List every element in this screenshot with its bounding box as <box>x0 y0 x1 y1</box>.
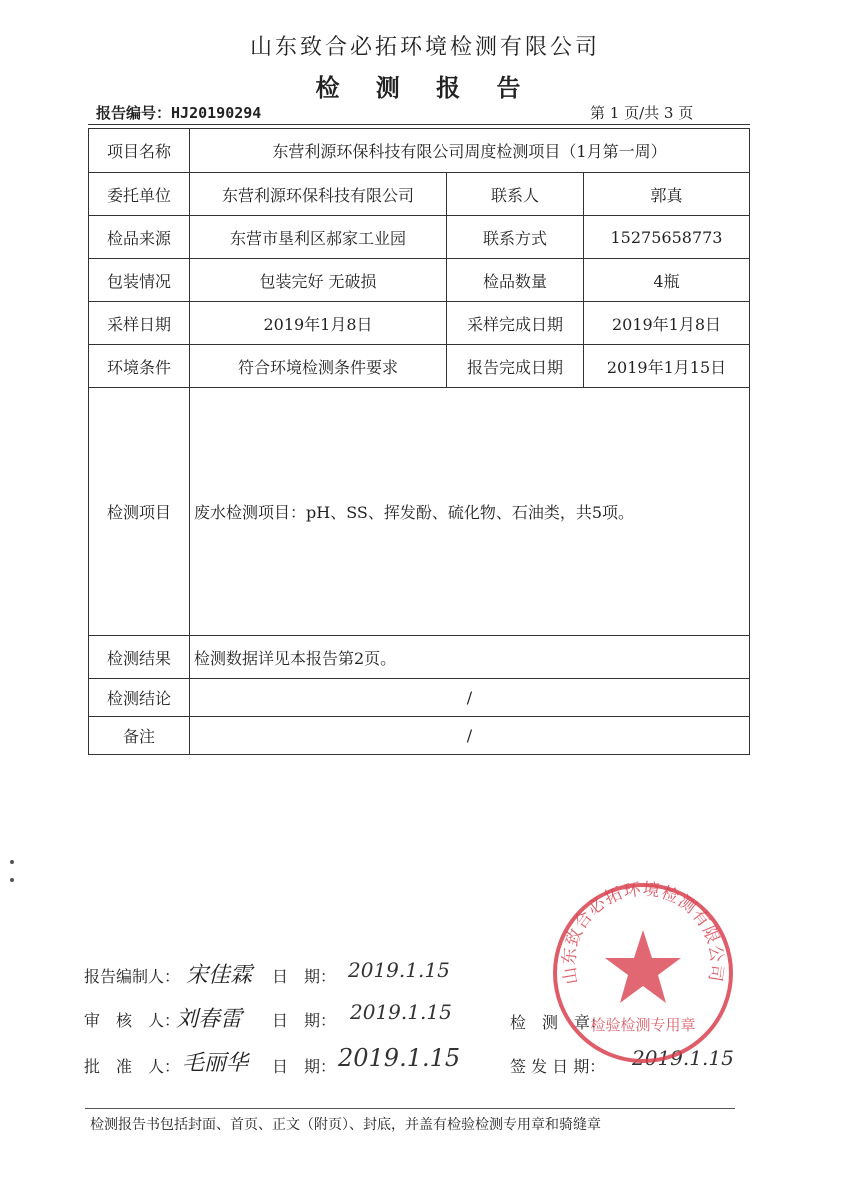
items-label: 检测项目 <box>89 388 190 636</box>
table-row <box>89 679 750 717</box>
issue-date: 2019.1.15 <box>632 1046 734 1070</box>
compiler-signature: 宋佳霖 <box>186 963 253 988</box>
contact-value: 郭真 <box>584 173 750 216</box>
remark-label: 备注 <box>89 717 190 755</box>
client-value: 东营利源环保科技有限公司 <box>190 173 447 216</box>
quantity-value: 4瓶 <box>584 259 750 302</box>
company-name: 山东致合必拓环境检测有限公司 <box>249 35 600 60</box>
table-row <box>89 636 750 679</box>
official-stamp-icon <box>548 878 738 1068</box>
conclusion-label: 检测结论 <box>89 679 190 717</box>
table-row <box>89 717 750 755</box>
env-value: 符合环境检测条件要求 <box>190 345 447 388</box>
sample-done-label: 采样完成日期 <box>447 302 584 345</box>
issue-date-label: 签 发 日 期： <box>510 1057 606 1076</box>
stamp-star-icon <box>605 930 681 1003</box>
approver-signature: 毛丽华 <box>182 1051 249 1076</box>
result-label: 检测结果 <box>89 636 190 679</box>
phone-value: 15275658773 <box>584 216 750 259</box>
items-value: 废水检测项目：pH、SS、挥发酚、硫化物、石油类，共5项。 <box>190 388 750 636</box>
footer-rule <box>85 1108 735 1109</box>
table-row <box>89 388 750 636</box>
stamp-outer-text: 山东致合必拓环境检测有限公司 <box>559 879 727 986</box>
margin-dot <box>10 860 14 864</box>
table-row <box>89 129 750 173</box>
reviewer-signature: 刘春雷 <box>176 1007 243 1032</box>
source-value: 东营市垦利区郝家工业园 <box>190 216 447 259</box>
table-row <box>89 259 750 302</box>
reviewer-date-label: 日 期： <box>272 1011 337 1030</box>
report-done-value: 2019年1月15日 <box>584 345 750 388</box>
compiler-date: 2019.1.15 <box>348 958 450 982</box>
compiler-date-label: 日 期： <box>272 967 337 986</box>
quantity-label: 检品数量 <box>447 259 584 302</box>
report-number-value: HJ20190294 <box>171 104 262 122</box>
conclusion-value: / <box>190 679 750 717</box>
approver-label: 批 准 人： <box>84 1057 181 1076</box>
table-row <box>89 216 750 259</box>
footer-note: 检测报告书包括封面、首页、正文（附页）、封底，并盖有检验检测专用章和骑缝章 <box>90 1117 601 1133</box>
margin-dot <box>10 878 14 882</box>
table-row <box>89 345 750 388</box>
approver-date: 2019.1.15 <box>338 1044 461 1072</box>
report-number <box>96 102 261 123</box>
compiler-label: 报告编制人： <box>84 967 181 986</box>
remark-value: / <box>190 717 750 755</box>
report-done-label: 报告完成日期 <box>447 345 584 388</box>
sample-date-value: 2019年1月8日 <box>190 302 447 345</box>
page-info: 第 1 页/共 3 页 <box>590 104 694 122</box>
table-row <box>89 173 750 216</box>
project-name-label: 项目名称 <box>89 129 190 173</box>
client-label: 委托单位 <box>89 173 190 216</box>
report-number-label: 报告编号： <box>96 104 172 122</box>
source-label: 检品来源 <box>89 216 190 259</box>
stamp-label: 检 测 章： <box>510 1013 607 1032</box>
phone-label: 联系方式 <box>447 216 584 259</box>
table-row <box>89 302 750 345</box>
contact-label: 联系人 <box>447 173 584 216</box>
stamp-inner-text: 检验检测专用章 <box>590 1016 696 1034</box>
env-label: 环境条件 <box>89 345 190 388</box>
package-label: 包装情况 <box>89 259 190 302</box>
report-title: 检 测 报 告 <box>315 73 535 102</box>
reviewer-date: 2019.1.15 <box>350 1000 452 1024</box>
reviewer-label: 审 核 人： <box>84 1011 181 1030</box>
report-table <box>88 128 750 755</box>
sample-done-value: 2019年1月8日 <box>584 302 750 345</box>
package-value: 包装完好 无破损 <box>190 259 447 302</box>
sample-date-label: 采样日期 <box>89 302 190 345</box>
project-name-value: 东营利源环保科技有限公司周度检测项目（1月第一周） <box>190 129 750 173</box>
approver-date-label: 日 期： <box>272 1057 337 1076</box>
result-value: 检测数据详见本报告第2页。 <box>190 636 750 679</box>
header-rule <box>88 124 750 125</box>
